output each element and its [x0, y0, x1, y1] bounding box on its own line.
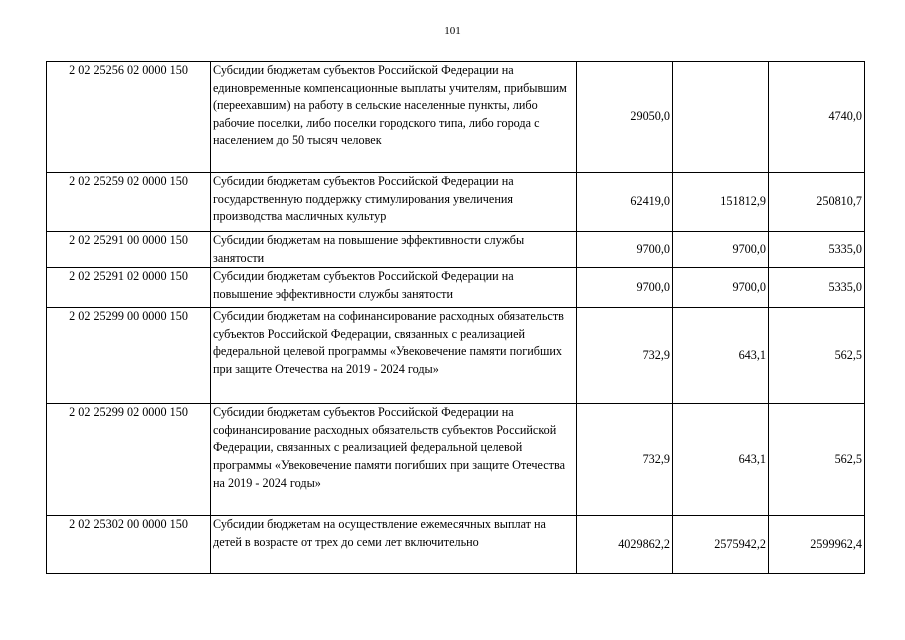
table-row: [47, 62, 865, 173]
amount-year-1-cell: 29050,0: [577, 62, 673, 173]
amount-year-3-cell: 562,5: [769, 404, 865, 516]
amount-year-2-cell: 643,1: [673, 308, 769, 404]
amount-year-1-cell: 62419,0: [577, 173, 673, 232]
budget-code-cell: 2 02 25291 00 0000 150: [47, 232, 211, 268]
amount-year-3-cell: 4740,0: [769, 62, 865, 173]
budget-code-cell: 2 02 25291 02 0000 150: [47, 268, 211, 308]
amount-year-1-cell: 9700,0: [577, 232, 673, 268]
table-row: [47, 308, 865, 404]
table-row: [47, 516, 865, 574]
amount-year-1-cell: 732,9: [577, 308, 673, 404]
amount-year-2-cell: 9700,0: [673, 232, 769, 268]
budget-code-cell: 2 02 25259 02 0000 150: [47, 173, 211, 232]
amount-year-3-cell: 562,5: [769, 308, 865, 404]
item-name-cell: Субсидии бюджетам субъектов Российской Федерации на единовременные компенсационные выплаты учителям, прибывшим (переехавшим) на работу в сельские населенные пункты, либо рабочие поселки, либо поселки городского типа, либо города с населением до 50 тысяч человек: [211, 62, 577, 173]
item-name-cell: Субсидии бюджетам на осуществление ежемесячных выплат на детей в возрасте от трех до семи лет включительно: [211, 516, 577, 574]
amount-year-1-cell: 732,9: [577, 404, 673, 516]
item-name-cell: Субсидии бюджетам субъектов Российской Федерации на государственную поддержку стимулирования увеличения производства масличных культур: [211, 173, 577, 232]
amount-year-3-cell: 5335,0: [769, 268, 865, 308]
amount-year-1-cell: 9700,0: [577, 268, 673, 308]
table-row: [47, 268, 865, 308]
amount-year-1-cell: 4029862,2: [577, 516, 673, 574]
budget-code-cell: 2 02 25256 02 0000 150: [47, 62, 211, 173]
amount-year-3-cell: 250810,7: [769, 173, 865, 232]
amount-year-2-cell: 9700,0: [673, 268, 769, 308]
item-name-cell: Субсидии бюджетам субъектов Российской Федерации на повышение эффективности службы занятости: [211, 268, 577, 308]
table-row: [47, 173, 865, 232]
item-name-cell: Субсидии бюджетам субъектов Российской Федерации на софинансирование расходных обязательств субъектов Российской Федерации, связанных с реализацией федеральной целевой программы «Увековечение памяти погибших при защите Отечества на 2019 - 2024 годы»: [211, 404, 577, 516]
table-row: [47, 404, 865, 516]
budget-code-cell: 2 02 25299 00 0000 150: [47, 308, 211, 404]
item-name-cell: Субсидии бюджетам на софинансирование расходных обязательств субъектов Российской Федерации, связанных с реализацией федеральной целевой программы «Увековечение памяти погибших при защите Отечества на 2019 - 2024 годы»: [211, 308, 577, 404]
page-number: 101: [444, 25, 461, 37]
item-name-cell: Субсидии бюджетам на повышение эффективности службы занятости: [211, 232, 577, 268]
amount-year-2-cell: 643,1: [673, 404, 769, 516]
budget-code-cell: 2 02 25302 00 0000 150: [47, 516, 211, 574]
table-row: [47, 232, 865, 268]
amount-year-3-cell: 2599962,4: [769, 516, 865, 574]
budget-code-cell: 2 02 25299 02 0000 150: [47, 404, 211, 516]
amount-year-2-cell: 151812,9: [673, 173, 769, 232]
amount-year-3-cell: 5335,0: [769, 232, 865, 268]
amount-year-2-cell: 2575942,2: [673, 516, 769, 574]
budget-revenue-table: [46, 61, 865, 574]
amount-year-2-cell: [673, 62, 769, 173]
